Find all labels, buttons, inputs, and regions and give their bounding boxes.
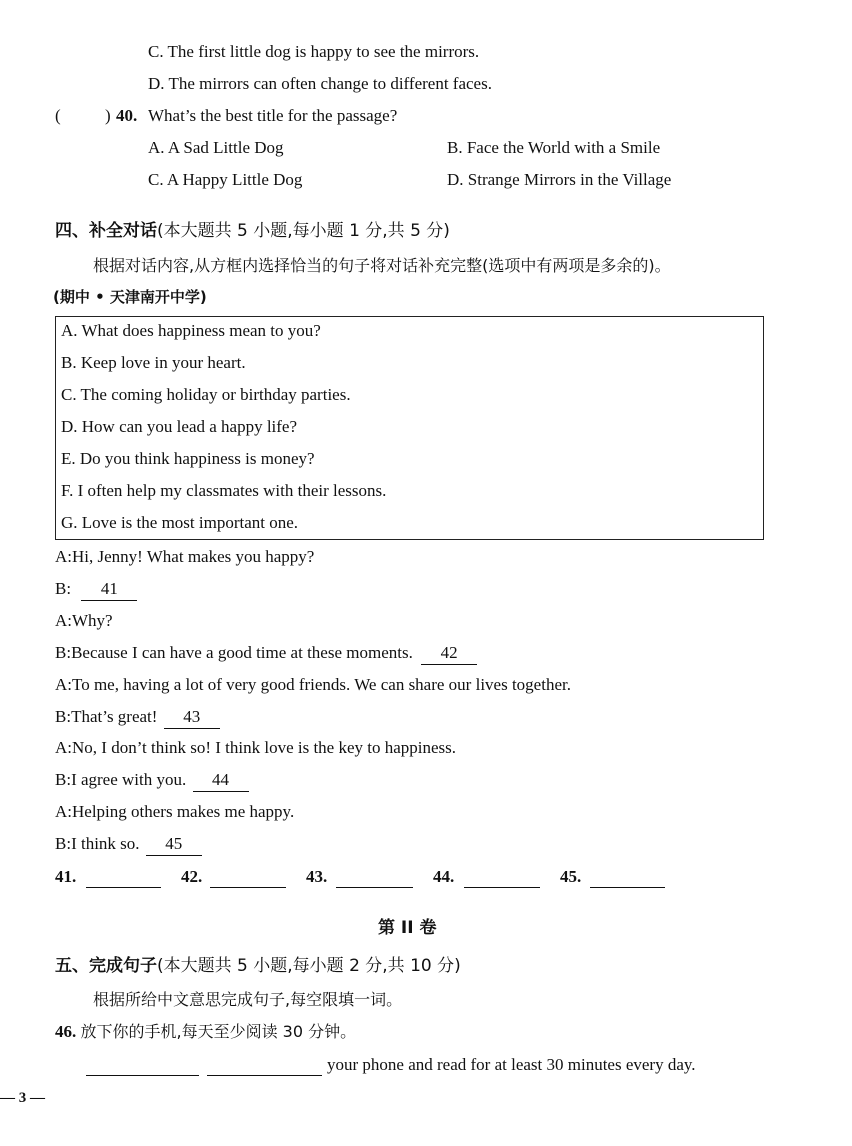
answer-blank-41[interactable] xyxy=(86,887,161,888)
q46-blank-2[interactable] xyxy=(207,1075,322,1076)
answer-label-45: 45. xyxy=(560,867,582,886)
answer-label-42: 42. xyxy=(181,867,203,886)
speaker-a: A: xyxy=(55,611,72,630)
option-d: D. How can you lead a happy life? xyxy=(61,417,298,436)
blank-45[interactable]: 45 xyxy=(146,833,202,856)
q40-option-c: C. A Happy Little Dog xyxy=(148,170,303,189)
dialogue-line xyxy=(55,801,294,823)
dialogue-line xyxy=(55,674,571,696)
dialogue-text: I agree with you. xyxy=(71,770,187,789)
speaker-b: B: xyxy=(55,770,72,789)
speaker-a: A: xyxy=(55,802,72,821)
speaker-a: A: xyxy=(55,738,72,757)
section5-heading: 五、完成句子 xyxy=(55,956,157,976)
dialogue-line xyxy=(55,737,456,759)
answer-label-44: 44. xyxy=(433,867,455,886)
blank-44[interactable]: 44 xyxy=(193,769,249,792)
dialogue-line xyxy=(55,706,220,729)
q40-number: 40. xyxy=(116,106,138,125)
q40-option-b: B. Face the World with a Smile xyxy=(447,138,661,157)
answer-blank-44[interactable] xyxy=(464,887,540,888)
blank-41[interactable]: 41 xyxy=(81,578,137,601)
speaker-b: B: xyxy=(55,579,72,598)
q39-option-d: D. The mirrors can often change to different faces. xyxy=(148,74,492,93)
section4-heading: 四、补全对话 xyxy=(55,221,157,241)
option-b: B. Keep love in your heart. xyxy=(61,353,246,372)
section5-instruction: 根据所给中文意思完成句子,每空限填一词。 xyxy=(93,990,403,1009)
option-e: E. Do you think happiness is money? xyxy=(61,449,315,468)
dialogue-line xyxy=(55,833,202,856)
dialogue-line xyxy=(55,610,113,632)
q40-answer-paren-close: ) xyxy=(105,106,111,125)
blank-42[interactable]: 42 xyxy=(421,642,477,665)
answer-blank-45[interactable] xyxy=(590,887,665,888)
dialogue-text: Hi, Jenny! What makes you happy? xyxy=(72,547,315,566)
section5-info: (本大题共 5 小题,每小题 2 分,共 10 分) xyxy=(157,956,461,976)
answer-blank-42[interactable] xyxy=(210,887,286,888)
speaker-b: B: xyxy=(55,834,72,853)
dialogue-line xyxy=(55,769,249,792)
q46-line xyxy=(55,1021,356,1043)
option-c: C. The coming holiday or birthday parties. xyxy=(61,385,351,404)
q46-chinese: 放下你的手机,每天至少阅读 30 分钟。 xyxy=(80,1022,357,1041)
section4-header xyxy=(55,220,450,242)
dialogue-text: To me, having a lot of very good friends. We can share our lives together. xyxy=(72,675,571,694)
speaker-a: A: xyxy=(55,675,72,694)
speaker-b: B: xyxy=(55,643,72,662)
q46-number: 46. xyxy=(55,1022,77,1041)
q40-answer-paren-open: ( xyxy=(55,106,61,125)
section4-source: (期中 • 天津南开中学) xyxy=(53,288,207,306)
blank-43[interactable]: 43 xyxy=(164,706,220,729)
answer-label-41: 41. xyxy=(55,867,77,886)
section5-header xyxy=(55,955,461,977)
q46-blank-1[interactable] xyxy=(86,1075,199,1076)
answer-label-43: 43. xyxy=(306,867,328,886)
q46-english: your phone and read for at least 30 minutes every day. xyxy=(327,1055,696,1074)
dialogue-line xyxy=(55,546,314,568)
dialogue-text: Helping others makes me happy. xyxy=(72,802,295,821)
dialogue-text: Because I can have a good time at these moments. xyxy=(71,643,413,662)
dialogue-line xyxy=(55,642,477,665)
speaker-a: A: xyxy=(55,547,72,566)
q40-option-a: A. A Sad Little Dog xyxy=(148,138,284,157)
option-f: F. I often help my classmates with their lessons. xyxy=(61,481,387,500)
dialogue-text: No, I don’t think so! I think love is the key to happiness. xyxy=(72,738,457,757)
page-number: — 3 — xyxy=(0,1090,45,1106)
option-a: A. What does happiness mean to you? xyxy=(61,321,321,340)
dialogue-line xyxy=(55,578,137,601)
dialogue-text: I think so. xyxy=(71,834,140,853)
speaker-b: B: xyxy=(55,707,72,726)
answer-blank-43[interactable] xyxy=(336,887,413,888)
volume-title: 第 II 卷 xyxy=(378,918,437,938)
section4-info: (本大题共 5 小题,每小题 1 分,共 5 分) xyxy=(157,221,450,241)
q40-stem: What’s the best title for the passage? xyxy=(148,106,398,125)
dialogue-text: Why? xyxy=(72,611,113,630)
dialogue-text: That’s great! xyxy=(71,707,158,726)
option-g: G. Love is the most important one. xyxy=(61,513,299,532)
section4-instruction: 根据对话内容,从方框内选择恰当的句子将对话补充完整(选项中有两项是多余的)。 xyxy=(93,256,671,275)
q39-option-c: C. The first little dog is happy to see the mirrors. xyxy=(148,42,480,61)
q40-option-d: D. Strange Mirrors in the Village xyxy=(447,170,672,189)
